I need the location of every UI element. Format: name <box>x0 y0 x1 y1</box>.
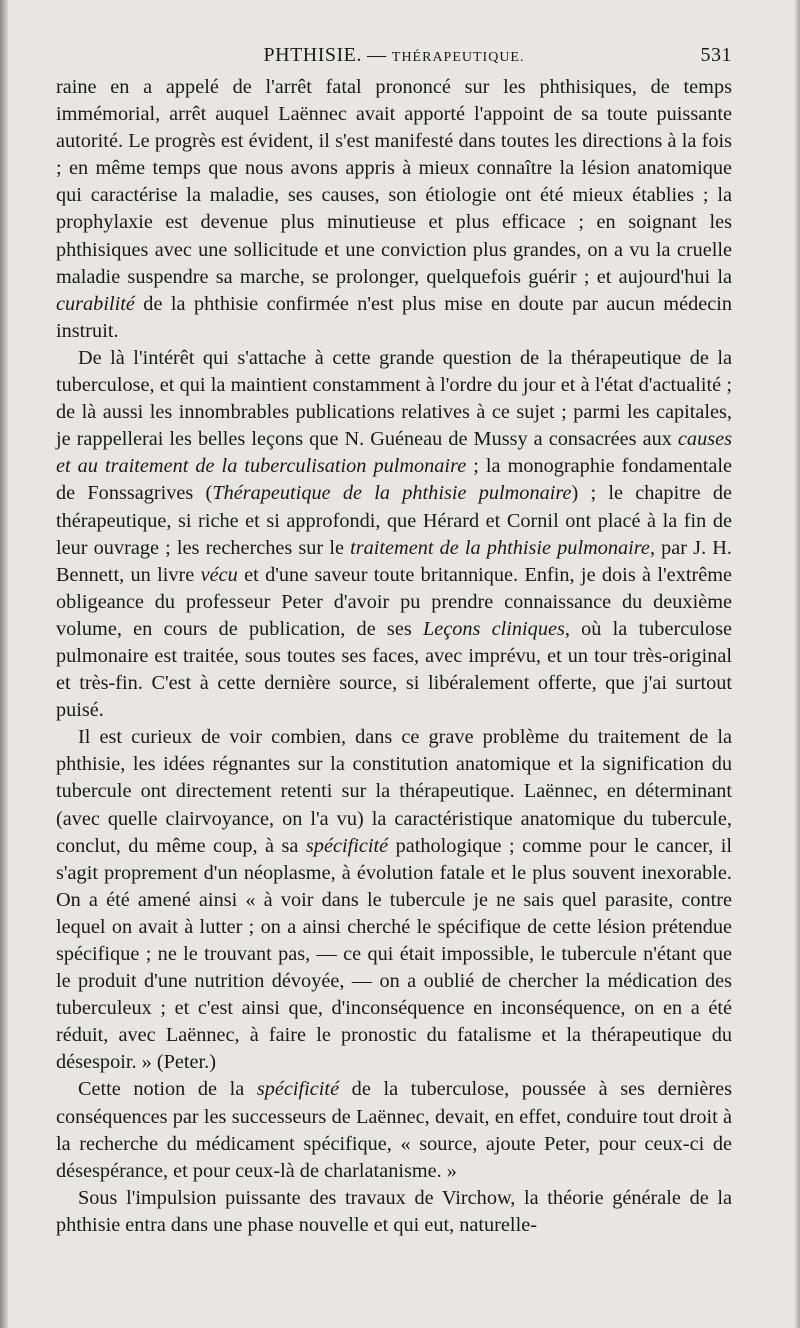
body-text <box>56 74 732 1239</box>
paragraph <box>56 1185 732 1239</box>
italic-run: spécificité <box>256 1078 340 1101</box>
text-run: , où la tuberculose pulmonaire est traitée, sous toutes ses faces, avec imprévu, et un tour très-original et très-fin. C'est à cette dernière source, si libéralement offerte, que j'ai surtout puisé. <box>56 617 733 722</box>
italic-run: spécificité <box>305 834 389 857</box>
paragraph <box>56 724 732 1076</box>
italic-run: Leçons cliniques <box>422 617 565 640</box>
text-run: , par J. H. Bennett, un livre <box>56 536 733 586</box>
text-run: de la phthisie confirmée n'est plus mise en doute par aucun médecin instruit. <box>56 292 732 342</box>
paragraph <box>56 1076 732 1184</box>
text-run: et d'une saveur toute britannique. Enfin, je dois à l'extrême obligeance du professeur Peter d'avoir pu prendre connaissance du deuxième volume, en cours de publication, de ses <box>56 563 732 640</box>
italic-run: traitement de la phthisie pulmonaire <box>350 536 650 559</box>
running-head <box>56 40 732 74</box>
text-run: Il est curieux de voir combien, dans ce grave problème du traitement de la phthisie, les idées régnantes sur la constitution anatomique et la signification du tubercule ont directement retenti sur la thérapeutique. Laënnec, en déterminant (avec quelle clairvoyance, on l'a vu) la caractéristique anatomique du tubercule, conclut, du même coup, à sa <box>56 726 732 857</box>
header-subtitle: THÉRAPEUTIQUE. <box>391 50 525 65</box>
running-title <box>56 44 732 67</box>
text-run: De là l'intérêt qui s'attache à cette grande question de la thérapeutique de la tuberculose, et qui la maintient constamment à l'ordre du jour et à l'état d'actualité ; de là aussi les innombrables publications relatives à ce sujet ; parmi les capitales, je rappellerai les belles leçons que N. Guéneau de Mussy a consacrées aux <box>56 346 732 451</box>
text-run: raine en a appelé de l'arrêt fatal prononcé sur les phthisiques, de temps immémorial, arrêt auquel Laënnec avait apporté l'appoint de sa toute puissante autorité. Le progrès est évident, il s'est manifesté dans toutes les directions à la fois ; en même temps que nous avons appris à mieux connaître la lésion anatomique qui caractérise la maladie, ses causes, son étiologie ont été mieux établies ; la prophylaxie est devenue plus minutieuse et plus efficace ; en soignant les phthisiques avec une sollicitude et une conviction plus grandes, on a vu la cruelle maladie suspendre sa marche, se prolonger, quelquefois guérir ; et aujourd'hui la <box>56 76 732 288</box>
italic-run: vécu <box>200 563 238 586</box>
text-run: ; la monographie fondamentale de Fonssagrives ( <box>56 455 733 505</box>
italic-run: causes et au traitement de la tuberculisation pulmonaire <box>56 428 732 478</box>
text-run: Cette notion de la <box>78 1078 257 1101</box>
text-run: pathologique ; comme pour le cancer, il s'agit proprement d'un néoplasme, à évolution fatale et le plus souvent inexorable. On a été amené ainsi « à voir dans le tubercule je ne sais quel parasite, contre lequel on avait à lutter ; on a ainsi cherché le spécifique de cette lésion prétendue spécifique ; ne le trouvant pas, — ce qui était impossible, le tubercule n'étant que le produit d'une nutrition dévoyée, — on a oublié de chercher la médication des tuberculeux ; et c'est ainsi que, d'inconséquence en inconséquence, on en a été réduit, avec Laënnec, à faire le pronostic du fatalisme et la thérapeutique du désespoir. » (Peter.) <box>56 834 732 1074</box>
paragraph <box>56 74 732 345</box>
page-number: 531 <box>700 44 732 66</box>
text-run: de la tuberculose, poussée à ses dernières conséquences par les successeurs de Laënnec, devait, en effet, conduire tout droit à la recherche du médicament spécifique, « source, ajoute Peter, pour ceux-ci de désespérance, et pour ceux-là de charlatanisme. » <box>56 1078 732 1182</box>
text-run: ) ; le chapitre de thérapeutique, si riche et si approfondi, que Hérard et Cornil ont placé à la fin de leur ouvrage ; les recherches sur le <box>56 482 732 559</box>
italic-run: Thérapeutique de la phthisie pulmonaire <box>212 482 572 505</box>
italic-run: curabilité <box>56 292 135 315</box>
paragraph <box>56 345 732 724</box>
header-dash: — <box>361 45 392 66</box>
header-title: PHTHISIE. <box>263 44 362 66</box>
text-run: Sous l'impulsion puissante des travaux de Virchow, la théorie générale de la phthisie entra dans une phase nouvelle et qui eut, naturelle- <box>56 1186 732 1236</box>
